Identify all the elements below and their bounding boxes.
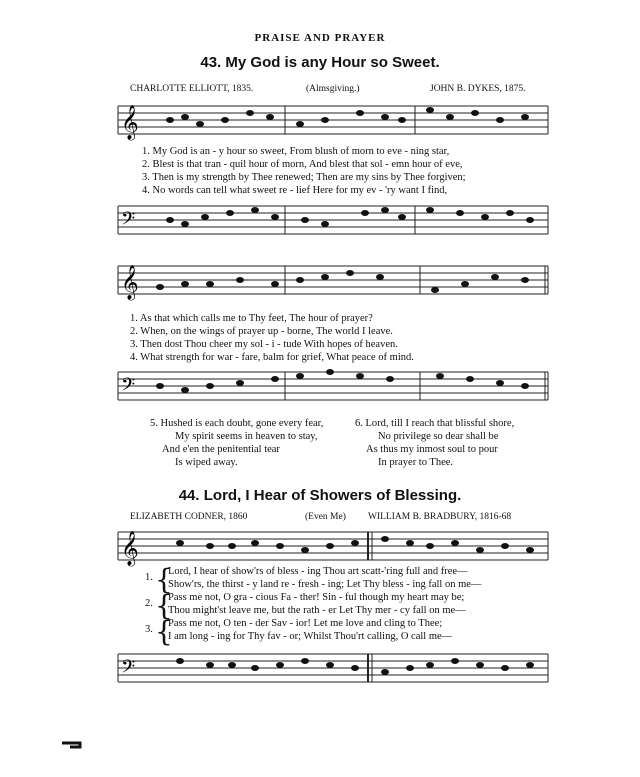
hymn-43-composer: JOHN B. DYKES, 1875. [430, 84, 526, 94]
stanza-6-line-2: No privilege so dear shall be [378, 431, 499, 442]
hymn-43-system2-treble-staff [0, 260, 640, 304]
hymn-43-s2-line-1: 1. As that which calls me to Thy feet, The hour of prayer? [130, 313, 373, 324]
hymn-44-author: ELIZABETH CODNER, 1860 [130, 512, 248, 522]
verse-1-line-1: Lord, I hear of show'rs of bless - ing Thou art scatt-'ring full and free— [168, 566, 468, 577]
hymn-43-author: CHARLOTTE ELLIOTT, 1835. [130, 84, 254, 94]
hymn-44-title: 44. Lord, I Hear of Showers of Blessing. [178, 487, 462, 504]
hymn-43-tune: (Almsgiving.) [306, 84, 360, 94]
hymn-43-system1-treble-staff [0, 100, 640, 144]
verse-1-number: 1. [145, 572, 153, 583]
hymn-43-title: 43. My God is any Hour so Sweet. [200, 54, 440, 71]
hymn-43-system1-bass-staff [0, 200, 640, 244]
hymn-43-s1-line-2: 2. Blest is that tran - quil hour of morn, And blest that sol - emn hour of eve, [142, 159, 463, 170]
verse-2-brace: { [155, 589, 173, 622]
verse-1-brace: { [155, 563, 173, 596]
bass-clef-icon: 𝄢 [121, 209, 136, 234]
hymn-43-s2-line-3: 3. Then dost Thou cheer my sol - i - tude With hopes of heaven. [130, 339, 398, 350]
hymn-43-s2-line-4: 4. What strength for war - fare, balm for grief, What peace of mind. [130, 352, 414, 363]
hymn-43-s1-line-3: 3. Then is my strength by Thee renewed; Then are my sins by Thee forgiven; [142, 172, 466, 183]
hymn-43-s1-line-4: 4. No words can tell what sweet re - lief Here for my ev - 'ry want I find, [142, 185, 448, 196]
hymn-44-treble-staff [0, 526, 640, 570]
stanza-5-line-2: My spirit seems in heaven to stay, [175, 431, 318, 442]
bass-clef-icon: 𝄢 [121, 375, 136, 400]
verse-3-line-2: I am long - ing for Thy fav - or; Whilst Thou'rt calling, O call me— [168, 631, 453, 642]
stanza-6-line-4: In prayer to Thee. [378, 457, 454, 468]
verse-1-line-2: Show'rs, the thirst - y land re - fresh - ing; Let Thy bless - ing fall on me— [168, 579, 482, 590]
stanza-5-line-4: Is wiped away. [175, 457, 238, 468]
verse-3-brace: { [155, 615, 173, 648]
treble-clef-icon: 𝄞 [121, 265, 139, 300]
section-header: PRAISE AND PRAYER [254, 32, 386, 44]
hymn-43-system2-bass-staff [0, 366, 640, 410]
bass-clef-icon: 𝄢 [121, 657, 136, 682]
verse-3-number: 3. [145, 624, 153, 635]
verse-3-line-1: Pass me not, O ten - der Sav - ior! Let me love and cling to Thee; [168, 618, 443, 629]
stanza-6-line-3: As thus my inmost soul to pour [366, 444, 498, 455]
treble-clef-icon: 𝄞 [121, 531, 139, 566]
treble-clef-icon: 𝄞 [121, 105, 139, 140]
verse-2-line-1: Pass me not, O gra - cious Fa - ther! Sin - ful though my heart may be; [168, 592, 465, 603]
stanza-5-line-1: 5. Hushed is each doubt, gone every fear, [150, 418, 324, 429]
stanza-6-line-1: 6. Lord, till I reach that blissful shore, [355, 418, 515, 429]
page-mark [0, 735, 640, 755]
verse-2-number: 2. [145, 598, 153, 609]
hymn-44-tune: (Even Me) [305, 512, 346, 522]
verse-2-line-2: Thou might'st leave me, but the rath - er Let Thy mer - cy fall on me— [168, 605, 466, 616]
stanza-5-line-3: And e'en the penitential tear [162, 444, 280, 455]
hymn-44-bass-staff [0, 648, 640, 692]
hymn-44-composer: WILLIAM B. BRADBURY, 1816-68 [368, 512, 512, 522]
hymn-43-s2-line-2: 2. When, on the wings of prayer up - borne, The world I leave. [130, 326, 393, 337]
hymn-43-s1-line-1: 1. My God is an - y hour so sweet, From blush of morn to eve - ning star, [142, 146, 450, 157]
